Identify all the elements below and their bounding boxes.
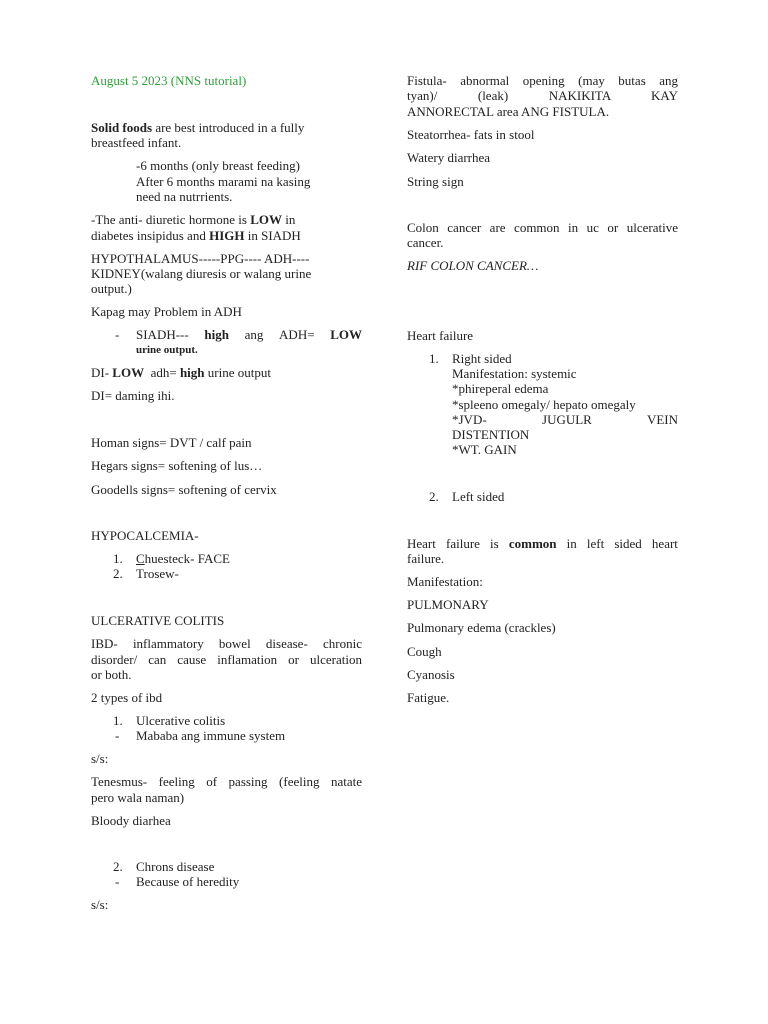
string-sign-line: String sign — [407, 174, 464, 189]
pulmonary-label: PULMONARY — [407, 597, 489, 612]
hypothalamus-line: KIDNEY(walang diuresis or walang urine — [91, 266, 312, 281]
fistula-line: Fistula- abnormal opening (may butas ang — [407, 73, 678, 88]
ss-label: s/s: — [91, 751, 109, 766]
heart-failure-heading: Heart failure — [407, 328, 474, 343]
adh-line2: diabetes insipidus and HIGH in SIADH — [91, 228, 301, 243]
list-number: 2. — [113, 859, 123, 874]
colon-cancer-line: Colon cancer are common in uc or ulcerative — [407, 220, 678, 235]
list-item: Ulcerative colitis — [136, 713, 226, 728]
ibd-line: disorder/ can cause inflamation or ulceration — [91, 652, 362, 667]
list-number: 1. — [113, 551, 123, 566]
feeding-line: After 6 months marami na kasing — [136, 174, 311, 189]
manifestation-label: Manifestation: — [407, 574, 483, 589]
feeding-line: need na nutrrients. — [136, 189, 233, 204]
ibd-line: IBD- inflammatory bowel disease- chronic — [91, 636, 362, 651]
list-number: 1. — [113, 713, 123, 728]
hypothalamus-line: HYPOTHALAMUS-----PPG---- ADH---- — [91, 251, 310, 266]
date-heading: August 5 2023 (NNS tutorial) — [91, 73, 247, 88]
hf-common-line2: failure. — [407, 551, 445, 566]
list-number: 1. — [429, 351, 439, 366]
di-line: DI- LOW adh= high urine output — [91, 365, 271, 380]
hypothalamus-line: output.) — [91, 281, 132, 296]
fistula-line: ANNORECTAL area ANG FISTULA. — [407, 104, 610, 119]
hypocalcemia-heading: HYPOCALCEMIA- — [91, 528, 199, 543]
cough-line: Cough — [407, 644, 442, 659]
list-number: 2. — [429, 489, 439, 504]
siadh-line: SIADH--- high ang ADH= LOW — [136, 327, 362, 342]
list-subitem: Mababa ang immune system — [136, 728, 286, 743]
fistula-line: tyan)/ (leak) NAKIKITA KAY — [407, 88, 678, 103]
list-item: Chrons disease — [136, 859, 215, 874]
pulmonary-edema-line: Pulmonary edema (crackles) — [407, 620, 556, 635]
list-number: 2. — [113, 566, 123, 581]
adh-line1: -The anti- diuretic hormone is LOW in — [91, 212, 296, 227]
list-item: Right sided — [452, 351, 512, 366]
sign-line: Hegars signs= softening of lus… — [91, 458, 263, 473]
list-subitem: *phireperal edema — [452, 381, 549, 396]
solid-foods-line1: Solid foods are best introduced in a fully — [91, 120, 305, 135]
list-subitem: Because of heredity — [136, 874, 240, 889]
bullet-dash: - — [115, 327, 120, 342]
bullet-dash: - — [115, 874, 120, 889]
cyanosis-line: Cyanosis — [407, 667, 455, 682]
sign-line: Goodells signs= softening of cervix — [91, 482, 277, 497]
kapag-line: Kapag may Problem in ADH — [91, 304, 242, 319]
feeding-line: -6 months (only breast feeding) — [136, 158, 300, 173]
types-line: 2 types of ibd — [91, 690, 163, 705]
sign-line: Homan signs= DVT / calf pain — [91, 435, 252, 450]
list-subitem: *spleeno omegaly/ hepato omegaly — [452, 397, 636, 412]
bloody-line: Bloody diarhea — [91, 813, 171, 828]
rif-colon-cancer: RIF COLON CANCER… — [407, 258, 539, 273]
colon-cancer-line: cancer. — [407, 235, 444, 250]
di-daming-line: DI= daming ihi. — [91, 388, 175, 403]
list-subitem: *JVD- JUGULR VEIN — [452, 412, 678, 427]
tenesmus-line: Tenesmus- feeling of passing (feeling natate — [91, 774, 362, 789]
list-subitem: DISTENTION — [452, 427, 530, 442]
siadh-line2: urine output. — [136, 344, 198, 356]
uc-heading: ULCERATIVE COLITIS — [91, 613, 225, 628]
bullet-dash: - — [115, 728, 120, 743]
tenesmus-line: pero wala naman) — [91, 790, 185, 805]
list-subitem: *WT. GAIN — [452, 442, 517, 457]
list-item: Chuesteck- FACE — [136, 551, 230, 566]
fatigue-line: Fatigue. — [407, 690, 450, 705]
list-item: Left sided — [452, 489, 505, 504]
list-item: Trosew- — [136, 566, 179, 581]
ss-label: s/s: — [91, 897, 109, 912]
watery-line: Watery diarrhea — [407, 150, 491, 165]
list-subitem: Manifestation: systemic — [452, 366, 577, 381]
hf-common-line1: Heart failure is common in left sided heart — [407, 536, 678, 551]
solid-foods-line2: breastfeed infant. — [91, 135, 182, 150]
ibd-line: or both. — [91, 667, 132, 682]
steatorrhea-line: Steatorrhea- fats in stool — [407, 127, 535, 142]
